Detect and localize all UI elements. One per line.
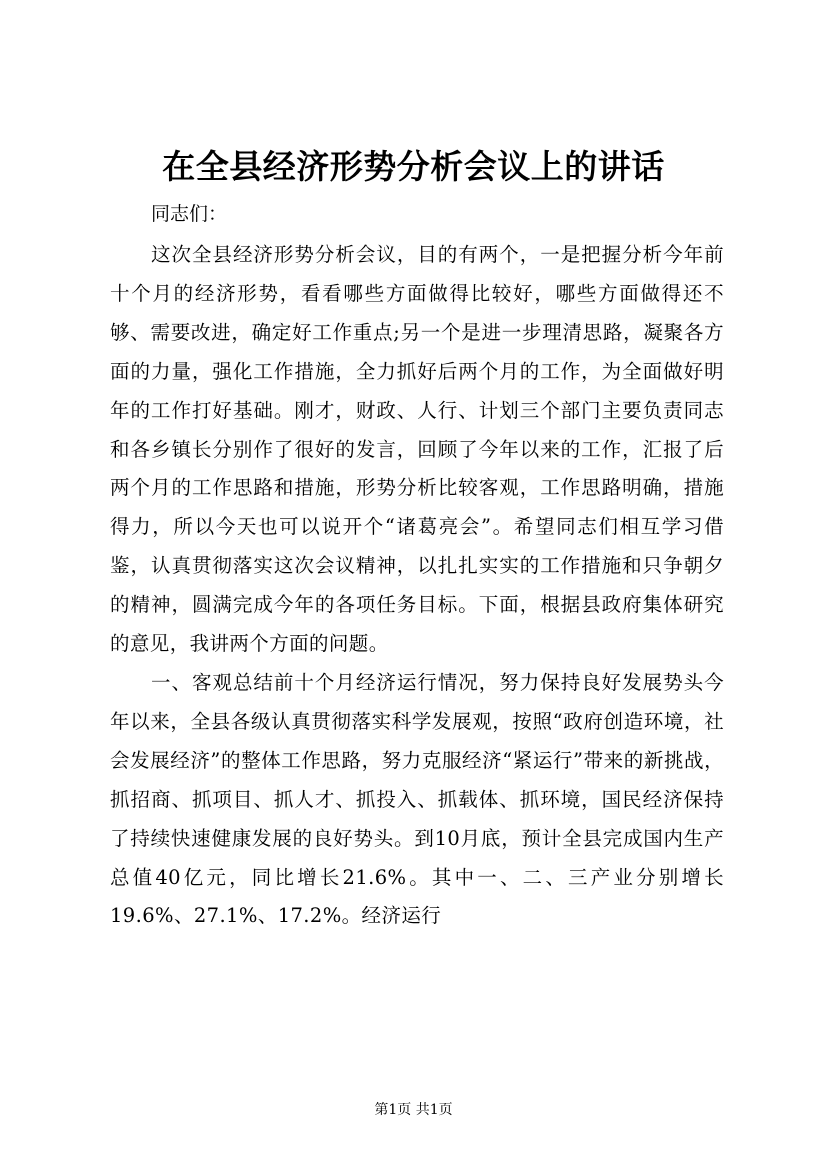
document-body (110, 236, 724, 936)
paragraph-section-one: 一、客观总结前十个月经济运行情况，努力保持良好发展势头今年以来，全县各级认真贯彻落实科学发展观，按照“政府创造环境，社会发展经济”的整体工作思路，努力克服经济“紧运行”带来的新挑战，抓招商、抓项目、抓人才、抓投入、抓载体、抓环境，国民经济保持了持续快速健康发展的良好势头。到10月底，预计全县完成国内生产总值40亿元，同比增长21.6%。其中一、二、三产业分别增长19.6%、27.1%、17.2%。经济运行 (110, 670, 724, 928)
page-footer: 第1页 共1页 (374, 1102, 453, 1118)
paragraph-intro: 这次全县经济形势分析会议，目的有两个，一是把握分析今年前十个月的经济形势，看看哪些方面做得比较好，哪些方面做得还不够、需要改进，确定好工作重点;另一个是进一步理清思路，凝聚各方面的力量，强化工作措施，全力抓好后两个月的工作，为全面做好明年的工作打好基础。刚才，财政、人行、计划三个部门主要负责同志和各乡镇长分别作了很好的发言，回顾了今年以来的工作，汇报了后两个月的工作思路和措施，形势分析比较客观，工作思路明确，措施得力，所以今天也可以说开个“诸葛亮会”。希望同志们相互学习借鉴，认真贯彻落实这次会议精神，以扎扎实实的工作措施和只争朝夕的精神，圆满完成今年的各项任务目标。下面，根据县政府集体研究的意见，我讲两个方面的问题。 (110, 243, 724, 656)
salutation: 同志们： (151, 203, 228, 225)
document-title: 在全县经济形势分析会议上的讲话 (162, 147, 665, 186)
